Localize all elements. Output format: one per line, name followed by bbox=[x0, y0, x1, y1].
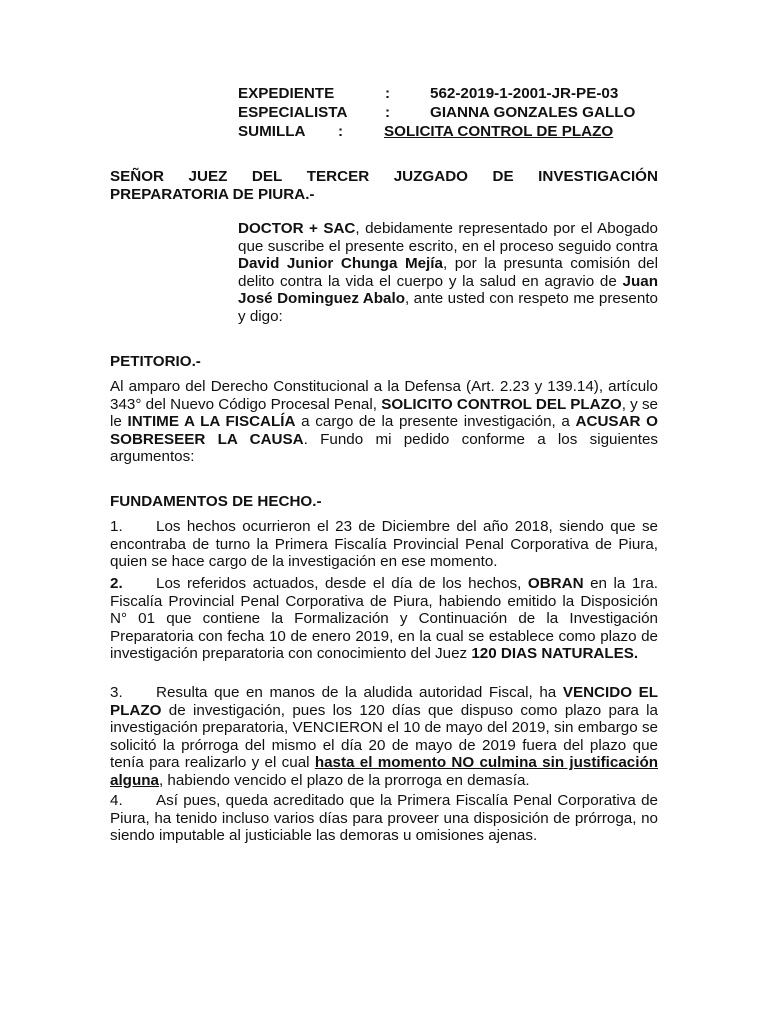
petitorio-text-2: , y se le bbox=[110, 395, 659, 430]
addressee bbox=[110, 168, 658, 203]
case-header bbox=[238, 85, 658, 142]
addressee-word: DE bbox=[492, 168, 514, 185]
addressee-word: INVESTIGACIÓN bbox=[538, 168, 658, 185]
addressee-word: DEL bbox=[251, 168, 283, 185]
paragraph-number: 3. bbox=[110, 684, 123, 701]
petitorio-paragraph bbox=[110, 378, 658, 466]
expediente-value: 562-2019-1-2001-JR-PE-03 bbox=[430, 85, 619, 102]
fundamento-paragraph-3 bbox=[110, 684, 658, 789]
fundamento-1-text: Los hechos ocurrieron el 23 de Diciembre del año 2018, siendo que se encontraba de turno la Primera Fiscalía Provincial Penal Corporativa de Piura, quien se hace cargo de la investigación en ese momento. bbox=[110, 518, 658, 570]
intro-text-1: , debidamente representado por el Abogado que suscribe el presente escrito, en el proceso seguido contra bbox=[238, 220, 658, 255]
fundamento-2-text-2: en la 1ra. Fiscalía Provincial Penal Corporativa de Piura, habiendo emitido la Disposición N° 01 que contiene la Formalización y Continuación de la Investigación Preparatoria con fecha 10 de enero 2019, en la cual se establece como plazo de investigación preparatoria con conocimiento del Juez bbox=[110, 575, 658, 662]
expediente-separator: : bbox=[385, 85, 391, 102]
fundamento-2-text-1: Los referidos actuados, desde el día de los hechos, bbox=[156, 575, 528, 592]
petitorio-text-1: Al amparo del Derecho Constitucional a la Defensa (Art. 2.23 y 139.14), artículo 343° del Nuevo Código Procesal Penal, bbox=[110, 378, 658, 413]
addressee-word: JUEZ bbox=[188, 168, 228, 185]
addressee-word: SEÑOR bbox=[110, 168, 165, 185]
petitorio-text-3: a cargo de la presente investigación, a bbox=[295, 413, 576, 430]
petitorio-text-4: . Fundo mi pedido conforme a los siguientes argumentos: bbox=[110, 430, 658, 465]
fundamento-paragraph-4 bbox=[110, 792, 658, 845]
addressee-word: TERCER bbox=[306, 168, 370, 185]
fundamento-3-text-3: , habiendo vencido el plazo de la prorroga en demasía. bbox=[158, 771, 530, 789]
addressee-line-2: PREPARATORIA DE PIURA.- bbox=[110, 185, 315, 203]
intro-text-3: , ante usted con respeto me presento y digo: bbox=[238, 290, 658, 325]
victim-name: Juan José Dominguez Abalo bbox=[238, 272, 658, 307]
expediente-label: EXPEDIENTE bbox=[238, 85, 335, 102]
fundamento-paragraph-2 bbox=[110, 575, 658, 663]
sumilla-separator: : bbox=[338, 123, 344, 140]
fundamento-2-bold-2: 120 DIAS NATURALES. bbox=[471, 645, 639, 662]
sumilla-value: SOLICITA CONTROL DE PLAZO bbox=[384, 123, 614, 140]
especialista-label: ESPECIALISTA bbox=[238, 104, 348, 121]
sumilla-row bbox=[238, 123, 658, 142]
paragraph-number: 1. bbox=[110, 518, 123, 535]
defendant-name: David Junior Chunga Mejía bbox=[238, 255, 443, 272]
fundamentos-heading: FUNDAMENTOS DE HECHO.- bbox=[110, 493, 322, 510]
addressee-word: JUZGADO bbox=[393, 168, 468, 185]
especialista-value: GIANNA GONZALES GALLO bbox=[430, 104, 636, 121]
especialista-row bbox=[238, 104, 658, 123]
petitorio-bold-2: INTIME A LA FISCALÍA bbox=[127, 413, 296, 430]
fundamento-3-bold-underlined: hasta el momento NO culmina sin justificación alguna bbox=[110, 754, 658, 789]
intro-paragraph bbox=[238, 220, 658, 325]
fundamento-4-text: Así pues, queda acreditado que la Primera Fiscalía Penal Corporativa de Piura, ha tenido incluso varios días para proveer una disposición de prórroga, no siendo imputable al justiciable las demoras u omisiones ajenas. bbox=[110, 792, 658, 844]
fundamento-3-text-1: Resulta que en manos de la aludida autoridad Fiscal, ha bbox=[156, 684, 563, 701]
fundamento-3-text-2: de investigación, pues los 120 días que dispuso como plazo para la investigación preparatoria, VENCIERON el 10 de mayo del 2019, sin embargo se solicitó la prórroga del mismo el día 20 de mayo de 2019 fuera del plazo que tenía para realizarlo y el cual bbox=[110, 701, 658, 771]
petitorio-bold-3: ACUSAR O SOBRESEER LA CAUSA bbox=[110, 413, 658, 448]
especialista-separator: : bbox=[385, 104, 391, 121]
intro-text-2: , por la presunta comisión del delito contra la vida el cuerpo y la salud en agravio de bbox=[238, 255, 658, 290]
fundamento-3-bold-1: VENCIDO EL PLAZO bbox=[110, 684, 659, 719]
sumilla-label: SUMILLA bbox=[238, 123, 306, 140]
paragraph-number: 4. bbox=[110, 792, 123, 809]
fundamento-2-bold-1: OBRAN bbox=[527, 575, 584, 592]
petitorio-heading: PETITORIO.- bbox=[110, 353, 201, 370]
petitorio-bold-1: SOLICITO CONTROL DEL PLAZO bbox=[381, 395, 622, 413]
party-name: DOCTOR + SAC bbox=[238, 220, 356, 237]
paragraph-number: 2. bbox=[110, 575, 123, 592]
expediente-row bbox=[238, 85, 658, 104]
fundamento-paragraph-1 bbox=[110, 518, 658, 571]
addressee-line-1 bbox=[110, 168, 658, 186]
